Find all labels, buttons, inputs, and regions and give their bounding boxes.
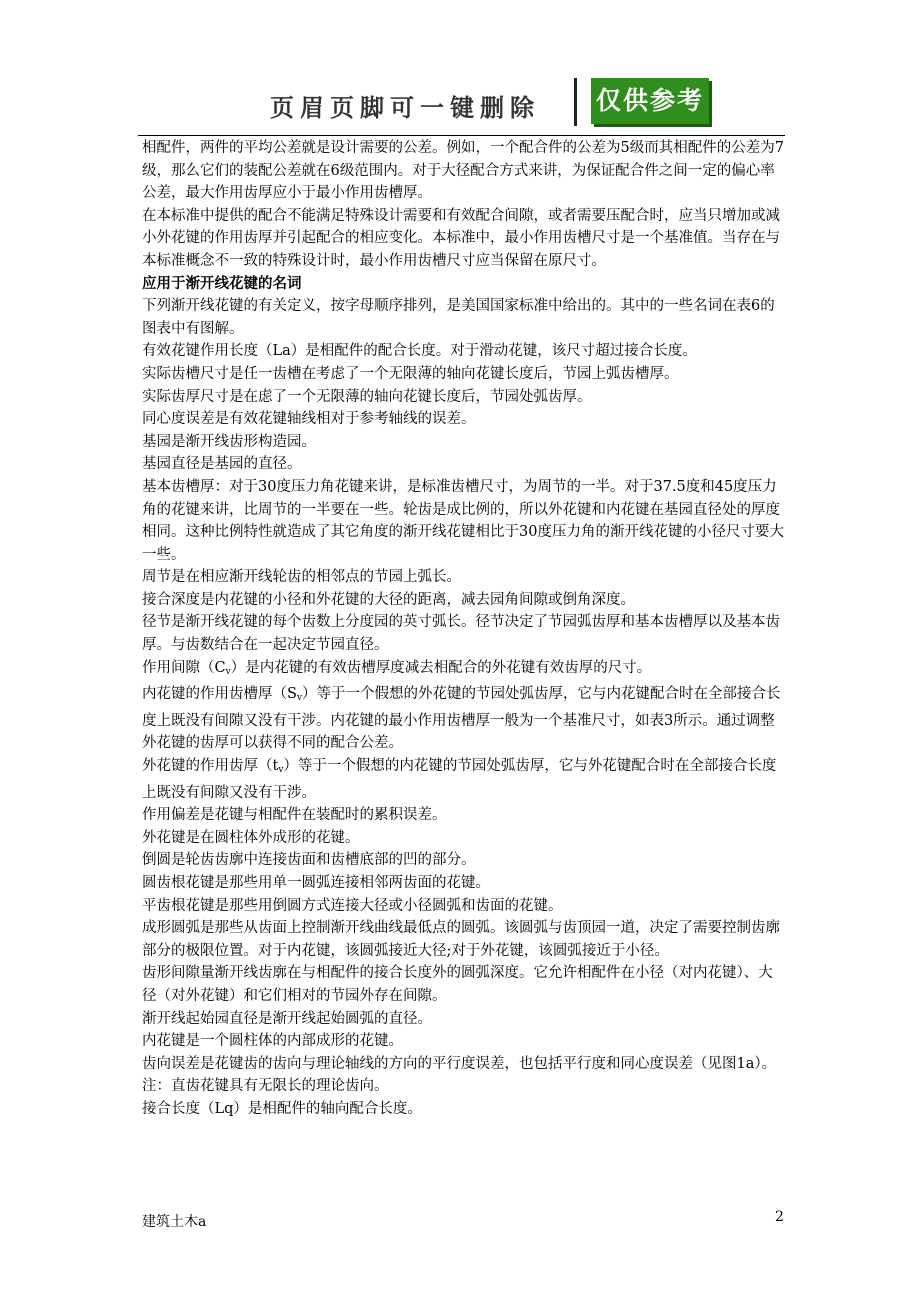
paragraph-text: ）等于一个假想的内花键的节园处弧齿厚，它与外花键配合时在全部接合长度上既没有间隙又没有干涉。 (142, 758, 777, 801)
paragraph: 周节是在相应渐开线轮齿的相邻点的节园上弧长。 (142, 569, 461, 586)
paragraph: 外花键是在圆柱体外成形的花键。 (142, 829, 360, 846)
paragraph: 内花键是一个圆柱体的内部成形的花键。 (142, 1033, 403, 1050)
paragraph (142, 755, 787, 804)
section-heading: 应用于渐开线花键的名词 (142, 274, 302, 292)
subscript: v (225, 666, 231, 677)
paragraph: 同心度误差是有效花键轴线相对于参考轴线的误差。 (142, 411, 476, 428)
paragraph: 实际齿槽尺寸是任一齿槽在考虑了一个无限薄的轴向花键长度后，节园上弧齿槽厚。 (142, 365, 679, 382)
paragraph-text: ）是内花键的有效齿槽厚度减去相配合的外花键有效齿厚的尺寸。 (230, 659, 652, 676)
paragraph: 接合深度是内花键的小径和外花键的大径的距离，减去园角间隙或倒角深度。 (142, 591, 635, 608)
paragraph-text: 外花键的作用齿厚（t (142, 758, 279, 775)
paragraph: 实际齿厚尺寸是在虑了一个无限薄的轴向花键长度后，节园处弧齿厚。 (142, 388, 592, 405)
header-title: 页眉页脚可一键删除 (270, 94, 540, 122)
paragraph-text: ）等于一个假想的外花键的节园处弧齿厚，它与内花键配合时在全部接合长度上既没有间隙又没有干涉。内花键的最小作用齿槽厚一般为一个基准尺寸，如表3所示。通过调整外花键的齿厚可以获得不同的配合公差。 (142, 686, 781, 752)
paragraph-text: 内花键的作用齿槽厚（S (142, 686, 297, 703)
paragraph: 平齿根花键是那些用倒圆方式连接大径或小径圆弧和齿面的花键。 (142, 897, 563, 914)
paragraph: 齿向误差是花键齿的齿向与理论轴线的方向的平行度误差，也包括平行度和同心度误差（见图1a）。注：直齿花键具有无限长的理论齿向。 (142, 1055, 777, 1095)
paragraph: 径节是渐开线花键的每个齿数上分度园的英寸弧长。径节决定了节园弧齿厚和基本齿槽厚以及基本齿厚。与齿数结合在一起决定节园直径。 (142, 614, 780, 654)
paragraph: 在本标准中提供的配合不能满足特殊设计需要和有效配合间隙，或者需要压配合时，应当只增加或减小外花键的作用齿厚并引起配合的相应变化。本标准中，最小作用齿槽尺寸是一个基准值。当存在与本标准概念不一致的特殊设计时，最小作用齿槽尺寸应当保留在原尺寸。 (142, 207, 780, 269)
paragraph: 圆齿根花键是那些用单一圆弧连接相邻两齿面的花键。 (142, 875, 490, 891)
paragraph: 倒圆是轮齿齿廓中连接齿面和齿槽底部的凹的部分。 (142, 852, 476, 869)
paragraph-text: 作用间隙（C (142, 659, 226, 676)
subscript: v (296, 693, 303, 704)
subscript: v (278, 765, 284, 776)
paragraph: 成形圆弧是那些从齿面上控制渐开线曲线最低点的圆弧。该圆弧与齿顶园一道，决定了需要控制齿廓部分的极限位置。对于内花键，该圆弧接近大径;对于外花键，该圆弧接近于小径。 (142, 920, 780, 959)
paragraph: 渐开线起始园直径是渐开线起始圆弧的直径。 (142, 1010, 432, 1027)
header-rule (138, 135, 785, 136)
paragraph: 齿形间隙量渐开线齿廓在与相配件的接合长度外的圆弧深度。它允许相配件在小径（对内花键）、大径（对外花键）和它们相对的节园外存在间隙。 (142, 965, 773, 1004)
header-divider (574, 78, 577, 126)
paragraph: 作用偏差是花键与相配件在装配时的累积误差。 (142, 807, 447, 824)
paragraph (142, 657, 787, 684)
reference-badge: 仅供参考 (591, 78, 709, 124)
page-header (0, 0, 920, 140)
paragraph: 有效花键作用长度（La）是相配件的配合长度。对于滑动花键，该尺寸超过接合长度。 (142, 343, 697, 360)
page-number: 2 (775, 1209, 784, 1225)
paragraph: 基本齿槽厚：对于30度压力角花键来讲，是标准齿槽尺寸，为周节的一半。对于37.5度和45度压力角的花键来讲，比周节的一半要在一些。轮齿是成比例的，所以外花键和内花键在基园直径处的厚度相同。这种比例特性就造成了其它角度的渐开线花键相比于30度压力角的渐开线花键的小径尺寸要大一些。 (142, 478, 784, 563)
paragraph: 基园直径是基园的直径。 (142, 456, 302, 473)
paragraph: 相配件，两件的平均公差就是设计需要的公差。例如，一个配合件的公差为5级而其相配件的公差为7级，那么它们的装配公差就在6级范围内。对于大径配合方式来讲，为保证配合件之间一定的偏心率公差，最大作用齿厚应小于最小作用齿槽厚。 (142, 140, 784, 202)
paragraph: 基园是渐开线齿形构造园。 (142, 433, 316, 450)
paragraph: 接合长度（Lq）是相配件的轴向配合长度。 (142, 1100, 422, 1117)
paragraph: 下列渐开线花键的有关定义，按字母顺序排列，是美国国家标准中给出的。其中的一些名词在表6的图表中有图解。 (142, 298, 775, 337)
paragraph (142, 683, 787, 755)
document-body (142, 137, 787, 1121)
footer-label: 建筑土木a (142, 1214, 207, 1230)
